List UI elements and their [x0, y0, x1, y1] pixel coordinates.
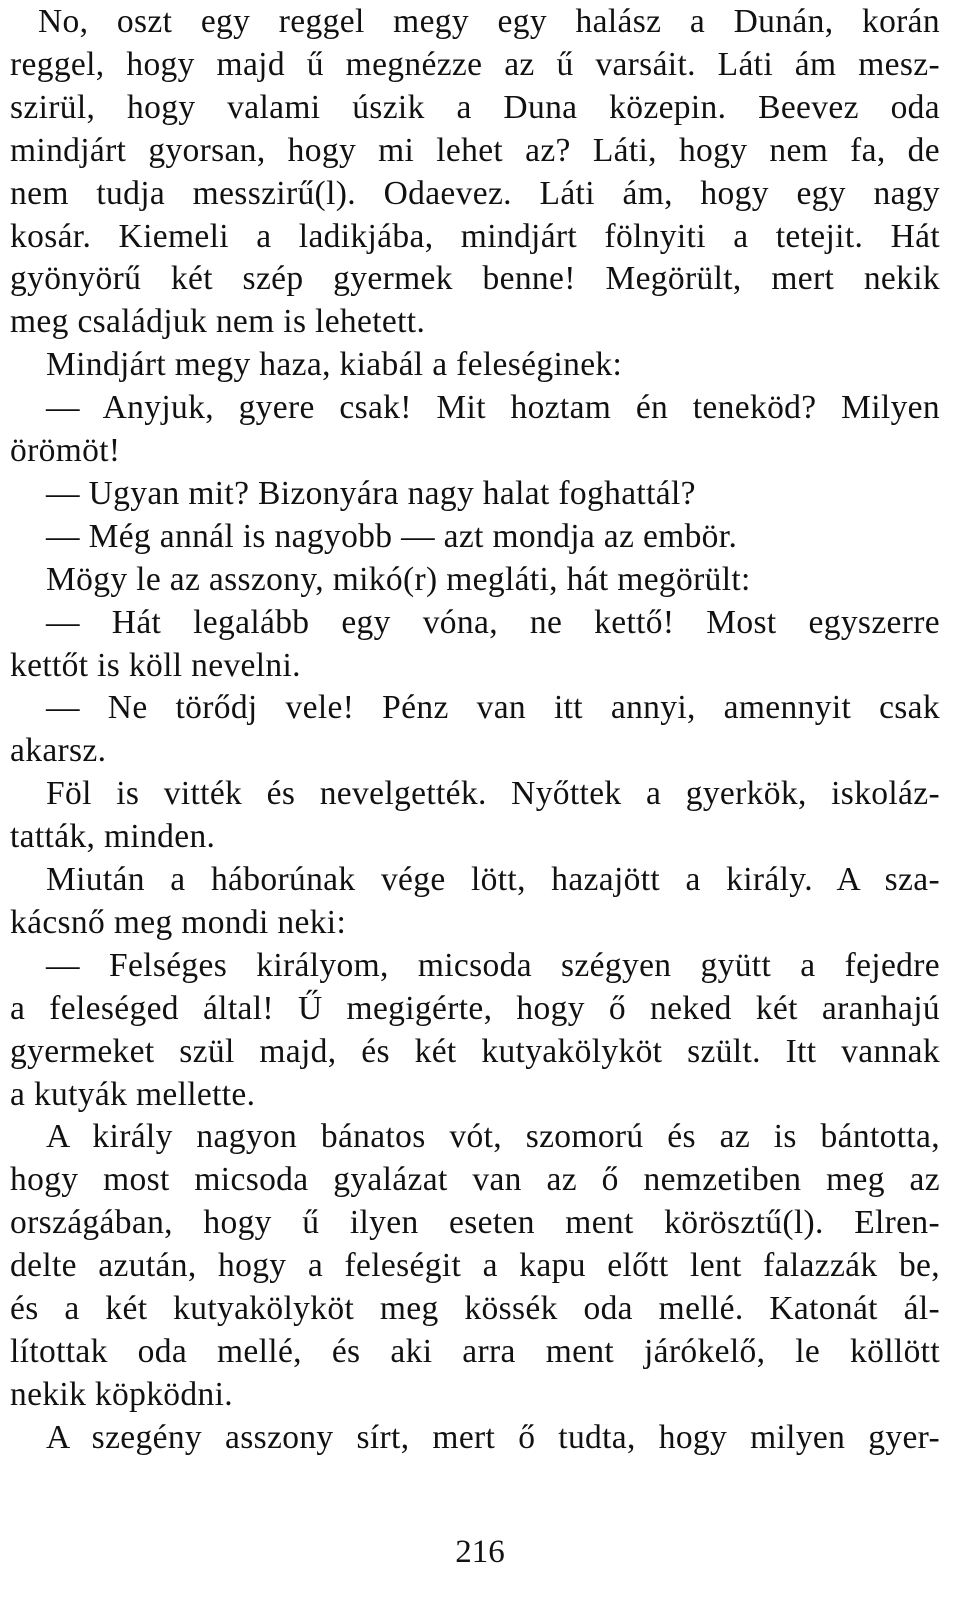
text-line: kettőt is köll nevelni. — [10, 646, 301, 684]
text-line: mindjárt gyorsan, hogy mi lehet az? Láti, hogy nem fa, de — [10, 131, 940, 169]
text-line: gyönyörű két szép gyermek benne! Megörült, mert nekik — [10, 260, 940, 298]
text-line: — Még annál is nagyobb — azt mondja az embör. — [46, 517, 738, 555]
text-line: — Ugyan mit? Bizonyára nagy halat foghattál? — [46, 474, 696, 512]
text-line: delte azután, hogy a feleségit a kapu előtt lent falazzák be, — [10, 1247, 940, 1285]
text-line: A szegény asszony sírt, mert ő tudta, hogy milyen gyer- — [46, 1418, 940, 1456]
page-number: 216 — [455, 1534, 505, 1570]
text-line: és a két kutyakölyköt meg kössék oda mellé. Katonát ál- — [10, 1290, 940, 1327]
text-line: szirül, hogy valami úszik a Duna közepin. Beevez oda — [10, 88, 940, 126]
text-line: örömöt! — [10, 432, 121, 469]
text-line: — Ne törődj vele! Pénz van itt annyi, amennyit csak — [46, 689, 940, 727]
text-line: Mögy le az asszony, mikó(r) megláti, hát megörült: — [46, 560, 751, 598]
text-line: Föl is vitték és nevelgették. Nyőttek a gyerkök, iskoláz- — [46, 775, 940, 813]
text-line: gyermeket szül majd, és két kutyakölyköt szült. Itt vannak — [10, 1032, 940, 1070]
text-line: — Anyjuk, gyere csak! Mit hoztam én teneköd? Milyen — [46, 389, 940, 427]
text-line: kácsnő meg mondi neki: — [10, 903, 347, 941]
text-line: reggel, hogy majd ű megnézze az ű varsáit. Láti ám mesz- — [10, 45, 940, 83]
text-line: tatták, minden. — [10, 818, 216, 856]
book-page — [10, 0, 940, 1598]
text-line: meg családjuk nem is lehetett. — [10, 303, 426, 341]
text-line: nem tudja messzirű(l). Odaevez. Láti ám, hogy egy nagy — [10, 174, 940, 212]
text-line: országában, hogy ű ilyen eseten ment körösztű(l). Elren- — [10, 1204, 940, 1242]
text-line: hogy most micsoda gyalázat van az ő nemzetiben meg az — [10, 1161, 940, 1199]
text-line: No, oszt egy reggel megy egy halász a Dunán, korán — [38, 3, 940, 40]
text-line: — Hát legalább egy vóna, ne kettő! Most egyszerre — [46, 603, 940, 641]
text-line: a feleséged által! Ű megigérte, hogy ő neked két aranhajú — [10, 989, 940, 1027]
text-line: Miután a háborúnak vége lött, hazajött a király. A sza- — [46, 861, 940, 898]
text-line: nekik köpködni. — [10, 1375, 233, 1413]
text-line: — Felséges királyom, micsoda szégyen gyütt a fejedre — [46, 946, 940, 984]
text-line: lítottak oda mellé, és aki arra ment járókelő, le köllött — [10, 1332, 940, 1370]
text-line: A király nagyon bánatos vót, szomorú és az is bántotta, — [46, 1118, 940, 1156]
text-line: akarsz. — [10, 732, 107, 770]
text-line: a kutyák mellette. — [10, 1075, 256, 1113]
text-line: kosár. Kiemeli a ladikjába, mindjárt fölnyiti a tetejit. Hát — [10, 217, 940, 255]
text-line: Mindjárt megy haza, kiabál a feleséginek: — [46, 346, 623, 384]
